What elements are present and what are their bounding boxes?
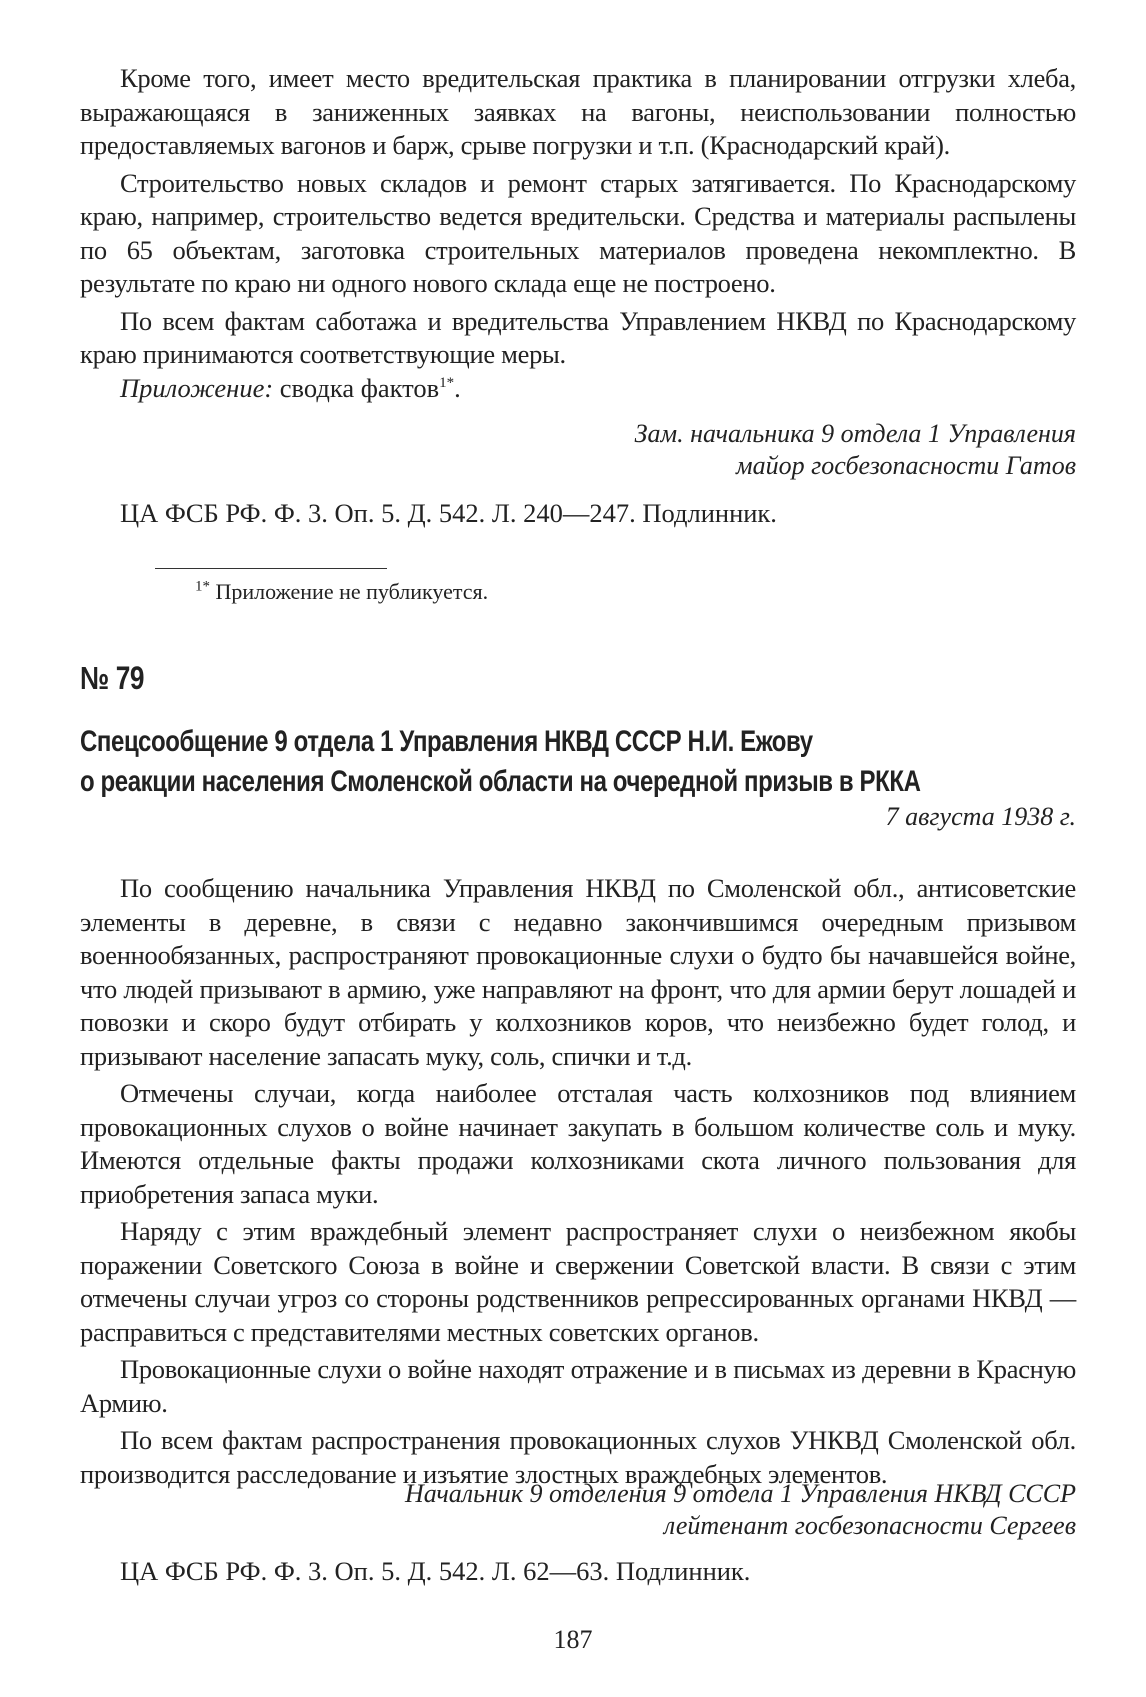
paragraph: По сообщению начальника Управления НКВД по Смоленской обл., антисоветские элементы в деревне, в связи с недавно закончившимся очередным призывом военнообязанных, распространяют провокационные слухи о будто бы начавшейся войне, что людей призывают в армию, уже направляют на фронт, что для армии берут лошадей и повозки и скоро будут отбирать у колхозников коров, что неизбежно будет голод, и призывают население запасать муку, соль, спички и т.д. — [80, 873, 1076, 1071]
prev-source — [80, 497, 1076, 530]
document-title-line: о реакции населения Смоленской области на очередной призыв в РККА — [80, 765, 921, 798]
signature-name: лейтенант госбезопасности Сергеев — [663, 1511, 1076, 1540]
document-title-line: Спецсообщение 9 отдела 1 Управления НКВД СССР Н.И. Ежову — [80, 725, 813, 758]
footnote — [195, 578, 488, 606]
document-source — [80, 1555, 1076, 1588]
footnote-text: Приложение не публикуется. — [215, 579, 489, 604]
paragraph: Провокационные слухи о войне находят отражение и в письмах из деревни в Красную Армию. — [80, 1354, 1076, 1418]
paragraph: По всем фактам саботажа и вредительства Управлением НКВД по Краснодарскому краю принимаются соответствующие меры. — [80, 305, 1076, 369]
document-body — [80, 872, 1076, 1491]
paragraph: Строительство новых складов и ремонт старых затягивается. По Краснодарскому краю, например, строительство ведется вредительски. Средства и материалы распылены по 65 объектам, заготовка строительных материалов проведена некомплектно. В результате по краю ни одного нового склада еще не построено. — [80, 167, 1076, 298]
paragraph: Наряду с этим враждебный элемент распространяет слухи о неизбежном якобы поражении Советского Союза в войне и свержении Советской власти. В связи с этим отмечены случаи угроз со стороны родственников репрессированных органами НКВД — расправиться с представителями местных советских органов. — [80, 1216, 1076, 1347]
paragraph: Кроме того, имеет место вредительская практика в планировании отгрузки хлеба, выражающаяся в заниженных заявках на вагоны, неиспользовании полностью предоставляемых вагонов и барж, срыве погрузки и т.п. (Краснодарский край). — [80, 63, 1076, 160]
archive-source: ЦА ФСБ РФ. Ф. 3. Оп. 5. Д. 542. Л. 240—247. Подлинник. — [120, 498, 777, 528]
appendix-end: . — [454, 373, 461, 403]
archive-source: ЦА ФСБ РФ. Ф. 3. Оп. 5. Д. 542. Л. 62—63. Подлинник. — [120, 1556, 751, 1586]
prev-signature — [80, 418, 1076, 482]
document-date: 7 августа 1938 г. — [885, 802, 1076, 831]
document-signature — [80, 1478, 1076, 1542]
signature-title: Зам. начальника 9 отдела 1 Управления — [634, 419, 1076, 448]
appendix-note — [80, 372, 1076, 405]
document-title — [80, 722, 1072, 802]
paragraph: По всем фактам распространения провокационных слухов УНКВД Смоленской обл. производится расследование и изъятие злостных враждебных элементов. — [80, 1425, 1076, 1489]
paragraph: Отмечены случаи, когда наиболее отсталая часть колхозников под влиянием провокационных слухов о войне начинает закупать в большом количестве соль и муку. Имеются отдельные факты продажи колхозниками скота личного пользования для приобретения запаса муки. — [80, 1078, 1076, 1209]
document-number: № 79 — [80, 660, 145, 696]
page-number: 187 — [553, 1625, 593, 1654]
appendix-text: сводка фактов — [279, 373, 440, 403]
appendix-label: Приложение: — [120, 373, 274, 403]
footnote-marker: 1* — [195, 578, 210, 595]
footnote-ref: 1* — [439, 375, 455, 392]
signature-name: майор госбезопасности Гатов — [736, 451, 1076, 480]
footnote-divider — [155, 568, 387, 569]
signature-title: Начальник 9 отделения 9 отдела 1 Управления НКВД СССР — [404, 1479, 1076, 1508]
prev-document-body — [80, 62, 1076, 372]
